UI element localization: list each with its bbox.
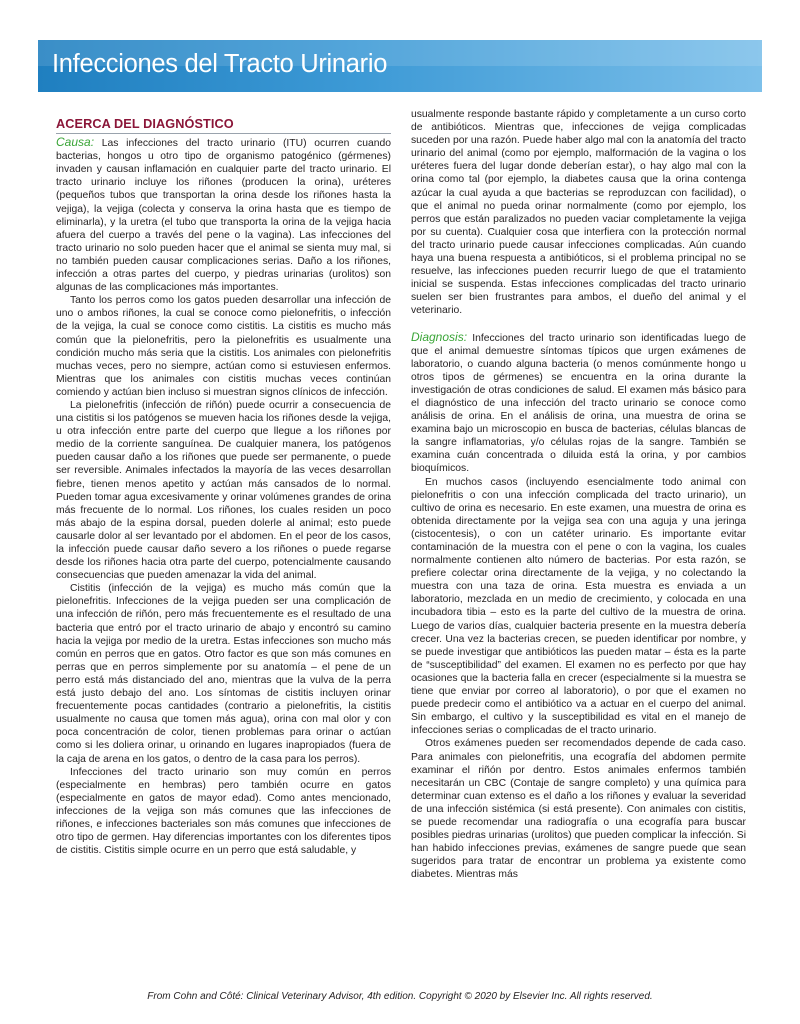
left-column [56,110,391,857]
paragraph: La pielonefritis (infección de riñón) puede ocurrir a consecuencia de una cistitis si los patógenos se mueven hacia los riñones desde la vejiga, u otra infección entre parte del cuerpo que llegue a los riñones por medio de la corriente sanguínea. De cualquier manera, los patógenos pueden causar daño a los riñones que puede ser permanente, o puede ser reversible. Animales infectados la mayoría de las veces desarrollan fiebre, tienen menos apetito y actúan más cansados de lo normal. Pueden tomar agua excesivamente y orinar volúmenes grandes de orina más frecuente de lo normal. Los riñones, los cuales residen un poco más abajo de la espina dorsal, pueden dolerle al animal; esto puede causarle dolor al ser levantado por el abdomen. En el peor de los casos, la infección puede causar daño severo a los riñones o puede regarse desde los riñones hacia otra parte del cuerpo, potencialmente causando consecuencias que pueden amenazar la vida del animal. [56,399,391,582]
page-title: Infecciones del Tracto Urinario [52,50,388,78]
paragraph: Cistitis (infección de la vejiga) es mucho más común que la pielonefritis. Infecciones de la vejiga pueden ser una complicación de una infección de riñón, pero más frecuentemente es el resultado de una bacteria que entró por el tracto urinario de abajo y encontró su camino hacia la vejiga por medio de la uretra. Estas infecciones son mucho más común en perros que en gatos. Otro factor es que son más comunes en perras que en perros simplemente por su anatomía – el pene de un perro está más distanciado del ano, mientras que la vulva de la perra está justo debajo del ano. Los síntomas de cistitis incluyen orinar frecuentemente pocas cantidades (contrario a pielonefritis, la cistitis usualmente no causa que tomen más agua), orina con mal olor y con poca concentración de color, tienen problemas para orinar o actúan como si les doliera orinar, u orinando en lugares inapropiados (fuera de la caja de arena en los gatos, o dentro de la casa para los perros). [56,583,391,765]
causa-label: Causa: [56,135,95,150]
paragraph: En muchos casos (incluyendo esencialmente todo animal con pielonefritis o con una infección complicada del tracto urinario), un cultivo de orina es necesario. En este examen, una muestra de orina es obtenida directamente por la vejiga sea con una aguja y una jeringa (cistocentesis), o con un catéter urinario. Es importante evitar contaminación de la muestra con el pene o con la vagina, los cuales normalmente contienen alto número de bacterias. Por esta razón, se prefiere colectar orina directamente de la vejiga, y no colectando la muestra con una taza de orina. Esta muestra es enviada a un laboratorio, mezclada en un medio de crecimiento, y colocada en una incubadora tibia – esto es la parte del cultivo de la muestra de orina. Luego de varios días, cualquier bacteria presente en la muestra debería crecer. Una vez la bacterias crecen, se pueden identificar por nombre, y se puede investigar que antibióticos las pueden matar – ésta es la parte de “susceptibilidad” del examen. El examen no es perfecto por que hay ocasiones que la bacteria falla en crecer (especialmente si la muestra se tiene que enviar por correo al laboratorio), o por que el examen no puede predecir como el antibiótico va a actuar en el cuerpo del animal. Sin embargo, el cultivo y la susceptibilidad es vital en el manejo de infecciones serias o complicadas de el tracto urinario. [411,476,746,737]
causa-text: Las infecciones del tracto urinario (ITU) ocurren cuando bacterias, hongos u otro tipo de organismo patogénico (gérmenes) invaden y causan inflamación en cualquier parte del tracto urinario. El tracto urinario incluye los riñones (producen la orina), uréteres (pequeños tubos que transportan la orina desde los riñones hasta la vejiga), la vejiga (colecta y conserva la orina hasta que es tiempo de eliminarla), y la uretra (el tubo que transporta la orina de la vejiga hacia afuera del cuerpo a través del pene o la vagina). Las infecciones del tracto urinario no solo pueden hacer que el animal se sienta muy mal, si no también pueden causar complicaciones serias. Daño a los riñones, infección a otras partes del cuerpo, y piedras urinarias (urolitos) son algunas de las complicaciones más importantes. [56,138,391,294]
paragraph: Infecciones del tracto urinario son muy común en perros (especialmente en hembras) pero también ocurre en gatos (especialmente en gatos de mayor edad). Como antes mencionado, infecciones de la vejiga son más comunes que las infecciones de riñones, e infecciones bacteriales son más comunes que infecciones de otro tipo de germen. Hay diferencias importantes con los diferentes tipos de cistitis. Cistitis simple ocurre en un perro que está saludable, y [56,766,391,857]
paragraph: usualmente responde bastante rápido y completamente a un curso corto de antibióticos. Mientras que, infecciones de vejiga complicadas suceden por una razón. Puede haber algo mal con la anatomía del tracto urinario del animal (como por ejemplo, malformación de la vagina o los uréteres fuera del lugar donde deberían estar), o hay algo mal con la orina como tal (por ejemplo, la diabetes causa que la orina contenga azúcar la cual ayuda a que bacterias se reproduzcan con facilidad), o que el animal no pueda orinar normalmente (como por ejemplo, los perros que están paralizados no pueden vaciar completamente la vejiga por su cuenta). Cualquier cosa que interfiera con la protección normal del tracto urinario puede causar infecciones complicadas. Aún cuando haya una buena respuesta a antibióticos, si el problema principal no se resuelve, las infecciones pueden recurrir luego de que el tratamiento inicial se suspenda. Estas infecciones complicadas del tracto urinario suelen ser bien frustrantes para ambos, el dueño del animal y el veterinario. [411,109,746,317]
diagnosis-text: Infecciones del tracto urinario son identificadas luego de que el animal demuestre síntomas típicos que urgen exámenes de laboratorio, o cuando alguna bacteria (o menos comúnmente hongo u otros tipos de gérmenes) se encuentra en la orina durante la investigación de otras condiciones de salud. El examen más básico para el diagnóstico de una infección del tracto urinario se conoce como análisis de orina. En el análisis de orina, una muestra de orina se examina bajo un microscopio en busca de bacterias, células blancas de la sangre inflamatorias, y/o células rojas de la sangre. También se examina cuán concentrada o diluida está la orina, y por cambios bioquímicos. [411,332,746,475]
diagnosis-label: Diagnosis: [411,329,468,344]
paragraph: Tanto los perros como los gatos pueden desarrollar una infección de uno o ambos riñones, la cual se conoce como pielonefritis, o infección de la vejiga, la cual se conoce como cistitis. La cistitis es mucho más común que la pielonefritis, pero la pielonefritis es usualmente una condición mucho más seria que la cistitis. Los animales con pielonefritis muchas veces, pero no siempre, actúan como si estuviesen enfermos. Mientras que los animales con cistitis muchas veces continúan comiendo y actúan bien incluso si muestran signos clínicos de infección. [56,295,391,398]
right-column [411,108,746,881]
causa-paragraph [56,136,391,294]
title-banner [38,40,762,92]
diagnosis-paragraph [411,331,746,476]
section-heading: ACERCA DEL DIAGNÓSTICO [56,110,391,134]
paragraph: Otros exámenes pueden ser recomendados depende de cada caso. Para animales con pielonefritis, una ecografía del abdomen permite examinar el riñón por dentro. Estos animales enfermos también necesitarán un CBC (Contaje de sangre completo) y una química para determinar cuan extenso es el daño a los riñones y evaluar la severidad de una infección sistémica (si está presente). Con animales con cistitis, se puede recomendar una radiografía o una ecografía para buscar posibles piedras urinarias (urolitos) que pueden complicar la infección. Si han habido infecciones previas, exámenes de sangre puede que sean sugeridos para tratar de encontrar un problema ya existente como diabetes. Mientras más [411,738,746,881]
copyright-footer: From Cohn and Côté: Clinical Veterinary Advisor, 4th edition. Copyright © 2020 by Elsevier Inc. All rights reserved. [147,991,653,1002]
